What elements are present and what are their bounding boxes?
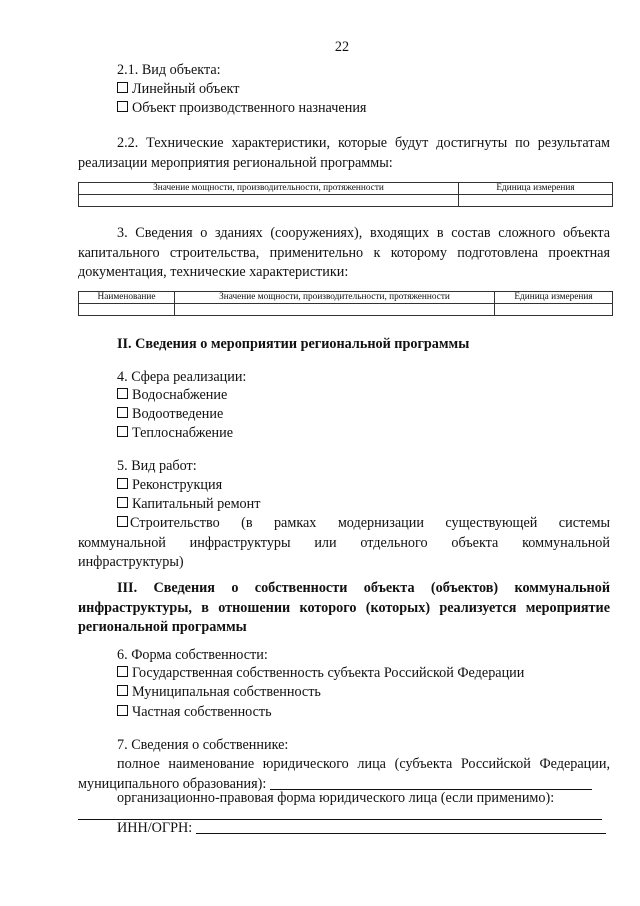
checkbox-drainage[interactable]: [117, 405, 223, 425]
inn-field[interactable]: [196, 819, 606, 834]
tech-characteristics-table: [78, 182, 613, 207]
option-label: Частная собственность: [132, 704, 272, 720]
owner-full-name-field[interactable]: [270, 775, 592, 790]
org-form-label: организационно-правовая форма юридического лица (если применимо):: [117, 790, 555, 806]
table-header-row: [79, 183, 613, 195]
checkbox-icon: [117, 101, 128, 112]
inn-label: ИНН/ОГРН:: [117, 820, 193, 836]
checkbox-icon: [117, 426, 128, 437]
checkbox-icon: [117, 478, 128, 489]
buildings-table: [78, 291, 613, 316]
checkbox-heat-supply[interactable]: [117, 424, 233, 444]
checkbox-reconstruction[interactable]: [117, 476, 222, 496]
checkbox-icon: [117, 666, 128, 677]
table-header-cell: Единица измерения: [495, 292, 613, 304]
option-label: Линейный объект: [132, 81, 240, 97]
checkbox-icon: [117, 516, 128, 527]
checkbox-icon: [117, 685, 128, 696]
owner-full-name-label: полное наименование юридического лица (субъекта Российской Федерации, муниципального образования):: [78, 756, 610, 792]
checkbox-icon: [117, 407, 128, 418]
checkbox-municipal-property[interactable]: [117, 683, 321, 703]
s3-text: 3. Сведения о зданиях (сооружениях), входящих в состав сложного объекта капитального строительства, применительно к которому подготовлена проектная документация, технические характеристики:: [78, 225, 610, 280]
checkbox-production-object[interactable]: [117, 99, 366, 119]
checkbox-water-supply[interactable]: [117, 386, 227, 406]
table-row[interactable]: [79, 304, 613, 316]
checkbox-icon: [117, 705, 128, 716]
checkbox-linear-object[interactable]: [117, 80, 239, 100]
table-cell[interactable]: [459, 195, 613, 207]
inn-row: [117, 819, 606, 839]
table-header-cell: Значение мощности, производительности, протяженности: [175, 292, 495, 304]
option-label: Реконструкция: [132, 477, 223, 493]
checkbox-icon: [117, 82, 128, 93]
section-2-title: II. Сведения о мероприятии региональной программы: [117, 336, 470, 352]
page-number: 22: [334, 39, 350, 55]
checkbox-private-property[interactable]: [117, 703, 272, 723]
option-label: Водоснабжение: [132, 387, 228, 403]
s6-heading: 6. Форма собственности:: [117, 647, 268, 663]
s4-heading: 4. Сфера реализации:: [117, 369, 247, 385]
s2-1-heading: 2.1. Вид объекта:: [117, 62, 221, 78]
section-3-title: III. Сведения о собственности объекта (объектов) коммунальной инфраструктуры, в отношении которого (которых) реализуется мероприятие региональной программы: [78, 580, 610, 635]
s7-heading: 7. Сведения о собственнике:: [117, 737, 289, 753]
option-label: Капитальный ремонт: [132, 496, 261, 512]
table-cell[interactable]: [175, 304, 495, 316]
s2-2-text: 2.2. Технические характеристики, которые будут достигнуты по результатам реализации мероприятия региональной программы:: [78, 135, 610, 171]
table-cell[interactable]: [495, 304, 613, 316]
checkbox-icon: [117, 388, 128, 399]
table-header-row: [79, 292, 613, 304]
checkbox-construction[interactable]: [78, 514, 610, 573]
table-header-cell: Единица измерения: [459, 183, 613, 195]
table-cell[interactable]: [79, 195, 459, 207]
table-header-cell: Наименование: [79, 292, 175, 304]
option-label: Водоотведение: [132, 406, 224, 422]
option-label: Строительство (в рамках модернизации существующей системы коммунальной инфраструктуры или отдельного объекта коммунальной инфраструктуры): [78, 515, 610, 570]
table-cell[interactable]: [79, 304, 175, 316]
checkbox-state-property[interactable]: [117, 664, 524, 684]
checkbox-capital-repair[interactable]: [117, 495, 260, 515]
option-label: Муниципальная собственность: [132, 684, 321, 700]
table-row[interactable]: [79, 195, 613, 207]
option-label: Объект производственного назначения: [132, 100, 367, 116]
checkbox-icon: [117, 497, 128, 508]
table-header-cell: Значение мощности, производительности, протяженности: [79, 183, 459, 195]
s5-heading: 5. Вид работ:: [117, 458, 197, 474]
option-label: Теплоснабжение: [132, 425, 233, 441]
option-label: Государственная собственность субъекта Российской Федерации: [132, 665, 525, 681]
